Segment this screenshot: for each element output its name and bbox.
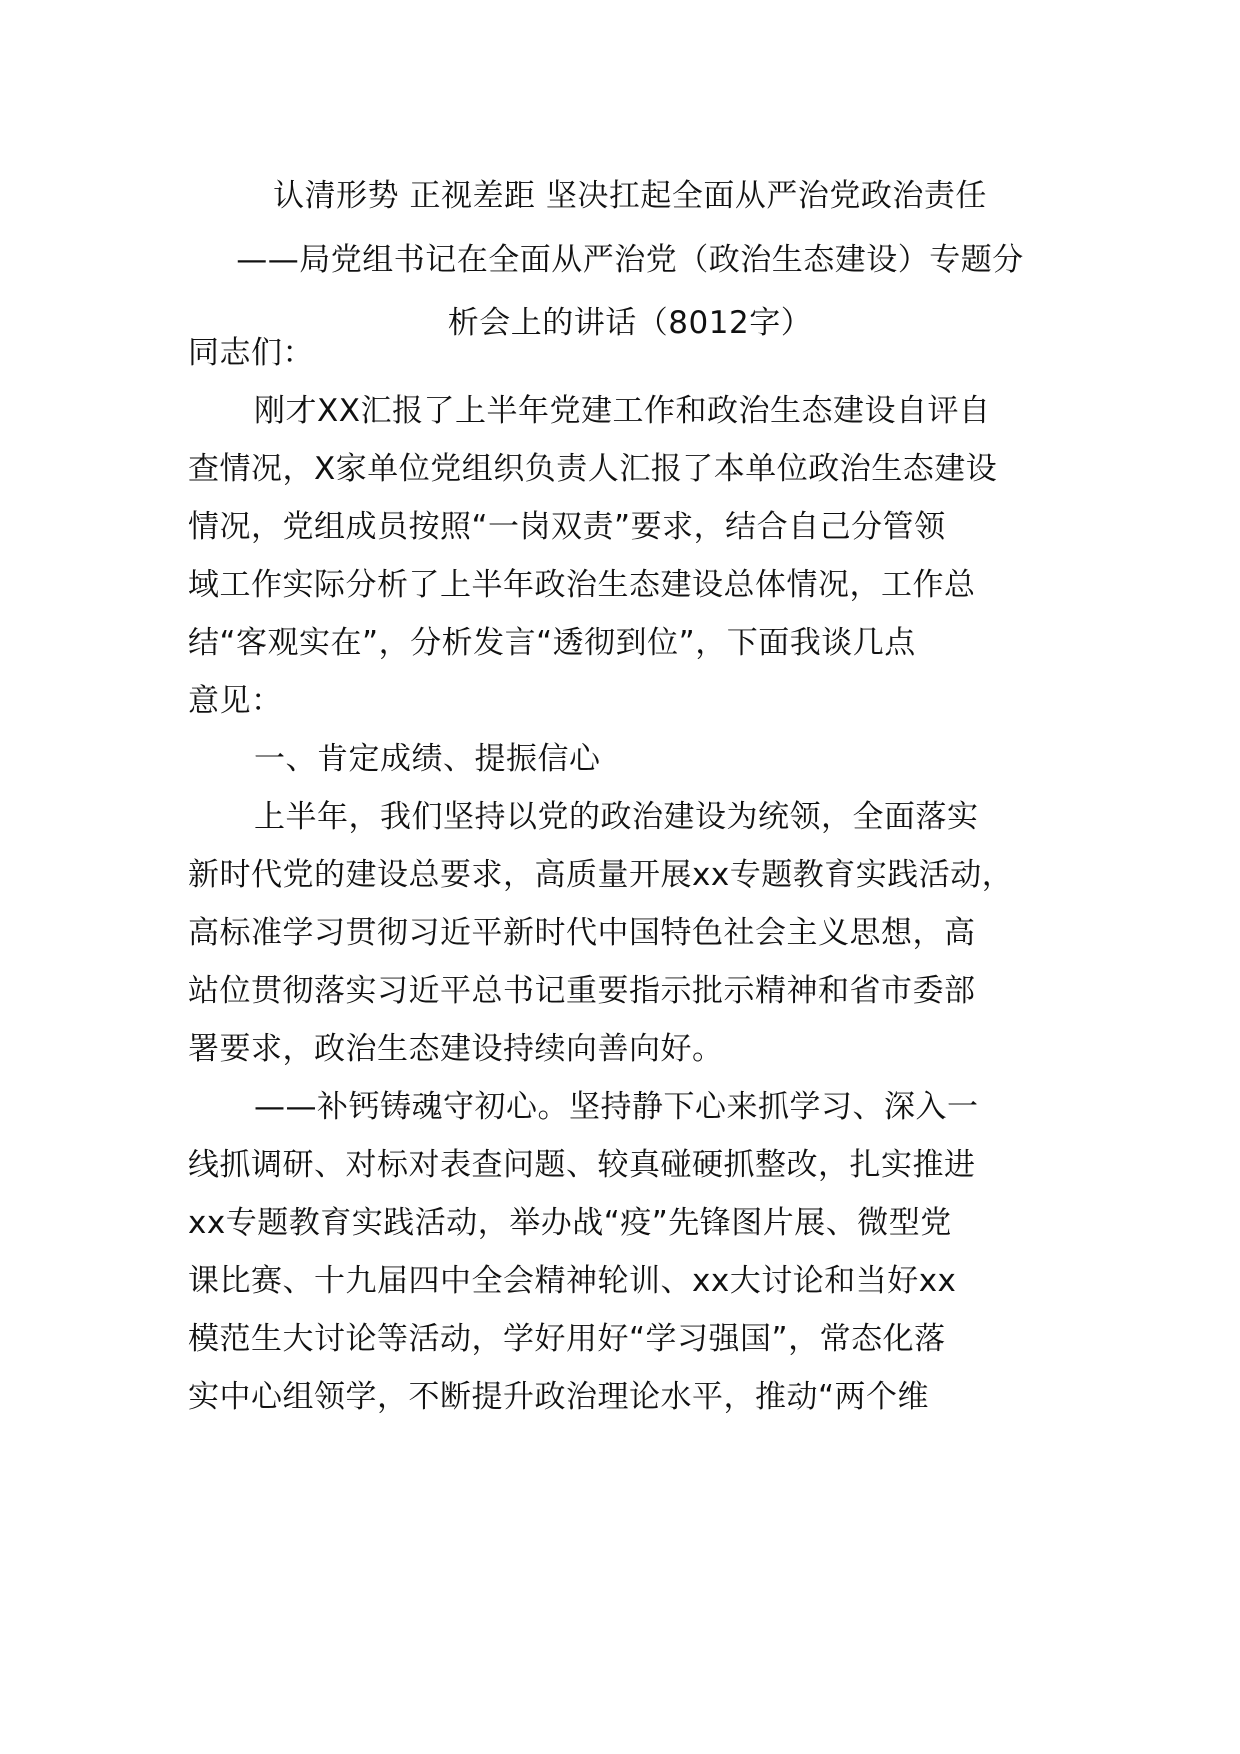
body-line: 课比赛、十九届四中全会精神轮训、xx大讨论和当好xx	[188, 1263, 957, 1299]
body-line: xx专题教育实践活动，举办战“疫”先锋图片展、微型党	[188, 1205, 952, 1241]
body-line: 署要求，政治生态建设持续向善向好。	[188, 1031, 724, 1067]
body-line: 刚才XX汇报了上半年党建工作和政治生态建设自评自	[254, 393, 991, 429]
body-line: 结“客观实在”，分析发言“透彻到位”，下面我谈几点	[188, 625, 916, 661]
section-heading: 一、肯定成绩、提振信心	[254, 741, 601, 777]
body-line: 新时代党的建设总要求，高质量开展xx专题教育实践活动，	[188, 857, 1014, 893]
document-subtitle-line-1: ——局党组书记在全面从严治党（政治生态建设）专题分	[236, 242, 1024, 278]
document-title: 认清形势 正视差距 坚决扛起全面从严治党政治责任	[273, 178, 987, 214]
body-line: 查情况，X家单位党组织负责人汇报了本单位政治生态建设	[188, 451, 998, 487]
body-line: 实中心组领学，不断提升政治理论水平，推动“两个维	[188, 1379, 930, 1415]
body-line: 高标准学习贯彻习近平新时代中国特色社会主义思想，高	[188, 915, 976, 951]
body-line: 域工作实际分析了上半年政治生态建设总体情况，工作总	[188, 567, 976, 603]
salutation: 同志们：	[188, 335, 314, 371]
body-line: 上半年，我们坚持以党的政治建设为统领，全面落实	[254, 799, 979, 835]
body-line: 意见：	[188, 683, 283, 719]
document-subtitle-line-2: 析会上的讲话（8012字）	[447, 305, 813, 341]
body-line: ——补钙铸魂守初心。坚持静下心来抓学习、深入一	[254, 1089, 979, 1125]
body-line: 模范生大讨论等活动，学好用好“学习强国”，常态化落	[188, 1321, 946, 1357]
body-line: 站位贯彻落实习近平总书记重要指示批示精神和省市委部	[188, 973, 976, 1009]
body-line: 情况，党组成员按照“一岗双责”要求，结合自己分管领	[188, 509, 946, 545]
body-line: 线抓调研、对标对表查问题、较真碰硬抓整改，扎实推进	[188, 1147, 976, 1183]
